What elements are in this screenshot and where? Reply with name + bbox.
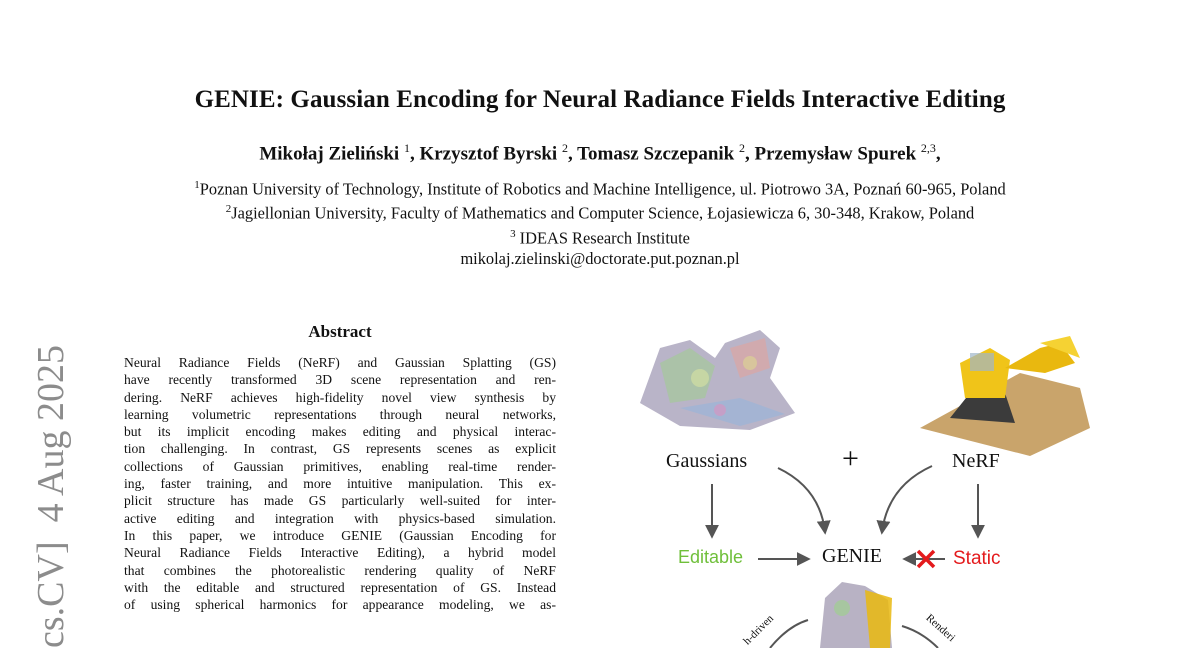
author-affil-mark: 2,3	[920, 141, 936, 155]
arrow-physics-driven	[770, 620, 808, 648]
author-affil-mark: 2	[561, 141, 568, 155]
abstract-line: collections of Gaussian primitives, enabling real-time render-	[124, 458, 556, 474]
abstract-body	[124, 354, 556, 613]
affiliation-text: Jagiellonian University, Faculty of Mathematics and Computer Science, Łojasiewicza 6, 30-348, Krakow, Poland	[231, 203, 975, 223]
arrow-nerf-to-genie	[882, 466, 932, 532]
abstract-line: In this paper, we introduce GENIE (Gaussian Encoding for	[124, 527, 556, 543]
author-name: Przemysław Spurek	[754, 143, 917, 165]
email[interactable]: mikolaj.zielinski@doctorate.put.poznan.pl	[460, 249, 740, 269]
author-list: Mikołaj Zieliński $^1$, Krzysztof Byrski $^2$, Tomasz Szczepanik $^2$, Przemysław Spurek $^{2,3}$,	[259, 141, 941, 165]
author-name: Mikołaj Zieliński	[259, 143, 400, 165]
gaussian-scene-image	[640, 330, 795, 430]
gaussians-label: Gaussians	[666, 450, 748, 472]
rendering-label: Renderi	[923, 611, 958, 645]
genie-result-image	[820, 582, 892, 648]
abstract-line: Neural Radiance Fields (NeRF) and Gaussian Splatting (GS)	[124, 355, 556, 370]
abstract-line: have recently transformed 3D scene representation and ren-	[124, 372, 556, 388]
affiliation-line	[0, 175, 1200, 199]
overview-figure	[620, 318, 1100, 648]
affiliation-mark: 3	[510, 227, 516, 240]
abstract-line: plicit structure has made GS particularly well-suited for inter-	[124, 493, 556, 509]
affiliation-text: Poznan University of Technology, Institute of Robotics and Machine Intelligence, ul. Piotrowo 3A, Poznań 60-965, Poland	[199, 179, 1006, 199]
abstract-line: that combines the photorealistic rendering quality of NeRF	[124, 562, 556, 578]
nerf-scene-image	[920, 336, 1090, 456]
static-label: Static	[953, 548, 1001, 569]
abstract-line: active editing and integration with physics-based simulation.	[124, 510, 556, 526]
genie-label: GENIE	[822, 545, 882, 567]
abstract-line: ing, faster training, and more intuitive manipulation. This ex-	[124, 476, 556, 492]
affiliation-line	[0, 224, 1200, 248]
author-affil-mark: 1	[403, 141, 410, 155]
author-name: Tomasz Szczepanik	[577, 143, 735, 165]
abstract-line: of using spherical harmonics for appearance modeling, we as-	[124, 597, 556, 613]
author-affil-mark: 2	[739, 141, 745, 155]
abstract-line: tion challenging. In contrast, GS represents scenes as explicit	[124, 441, 556, 457]
editable-label: Editable	[678, 547, 744, 567]
nerf-label: NeRF	[952, 450, 1000, 472]
abstract-line: with the editable and structured representation of GS. Instead	[124, 579, 556, 595]
affiliation-mark: 1	[194, 179, 200, 191]
abstract-heading: Abstract	[308, 322, 372, 341]
plus-sign: +	[842, 442, 859, 475]
arrow-gaussians-to-genie	[778, 468, 825, 532]
abstract-line: dering. NeRF achieves high-fidelity novel view synthesis by	[124, 389, 556, 405]
arxiv-stamp: cs.CV] 4 Aug 2025	[30, 345, 72, 648]
paper-title: GENIE: Gaussian Encoding for Neural Radiance Fields Interactive Editing	[194, 86, 1006, 113]
affiliation-line	[0, 199, 1200, 223]
abstract-line: learning volumetric representations through neural networks,	[124, 406, 556, 422]
affiliation-text: IDEAS Research Institute	[515, 228, 690, 248]
figure-graphics	[620, 318, 1100, 648]
abstract-line: Neural Radiance Fields Interactive Editing), a hybrid model	[124, 545, 556, 561]
abstract-line: but its implicit encoding makes editing and physical interac-	[124, 424, 556, 440]
affiliation-mark: 2	[225, 203, 232, 216]
author-name: Krzysztof Byrski	[419, 143, 558, 165]
affiliations	[0, 175, 1200, 269]
physics-driven-label: h-driven	[741, 612, 777, 648]
